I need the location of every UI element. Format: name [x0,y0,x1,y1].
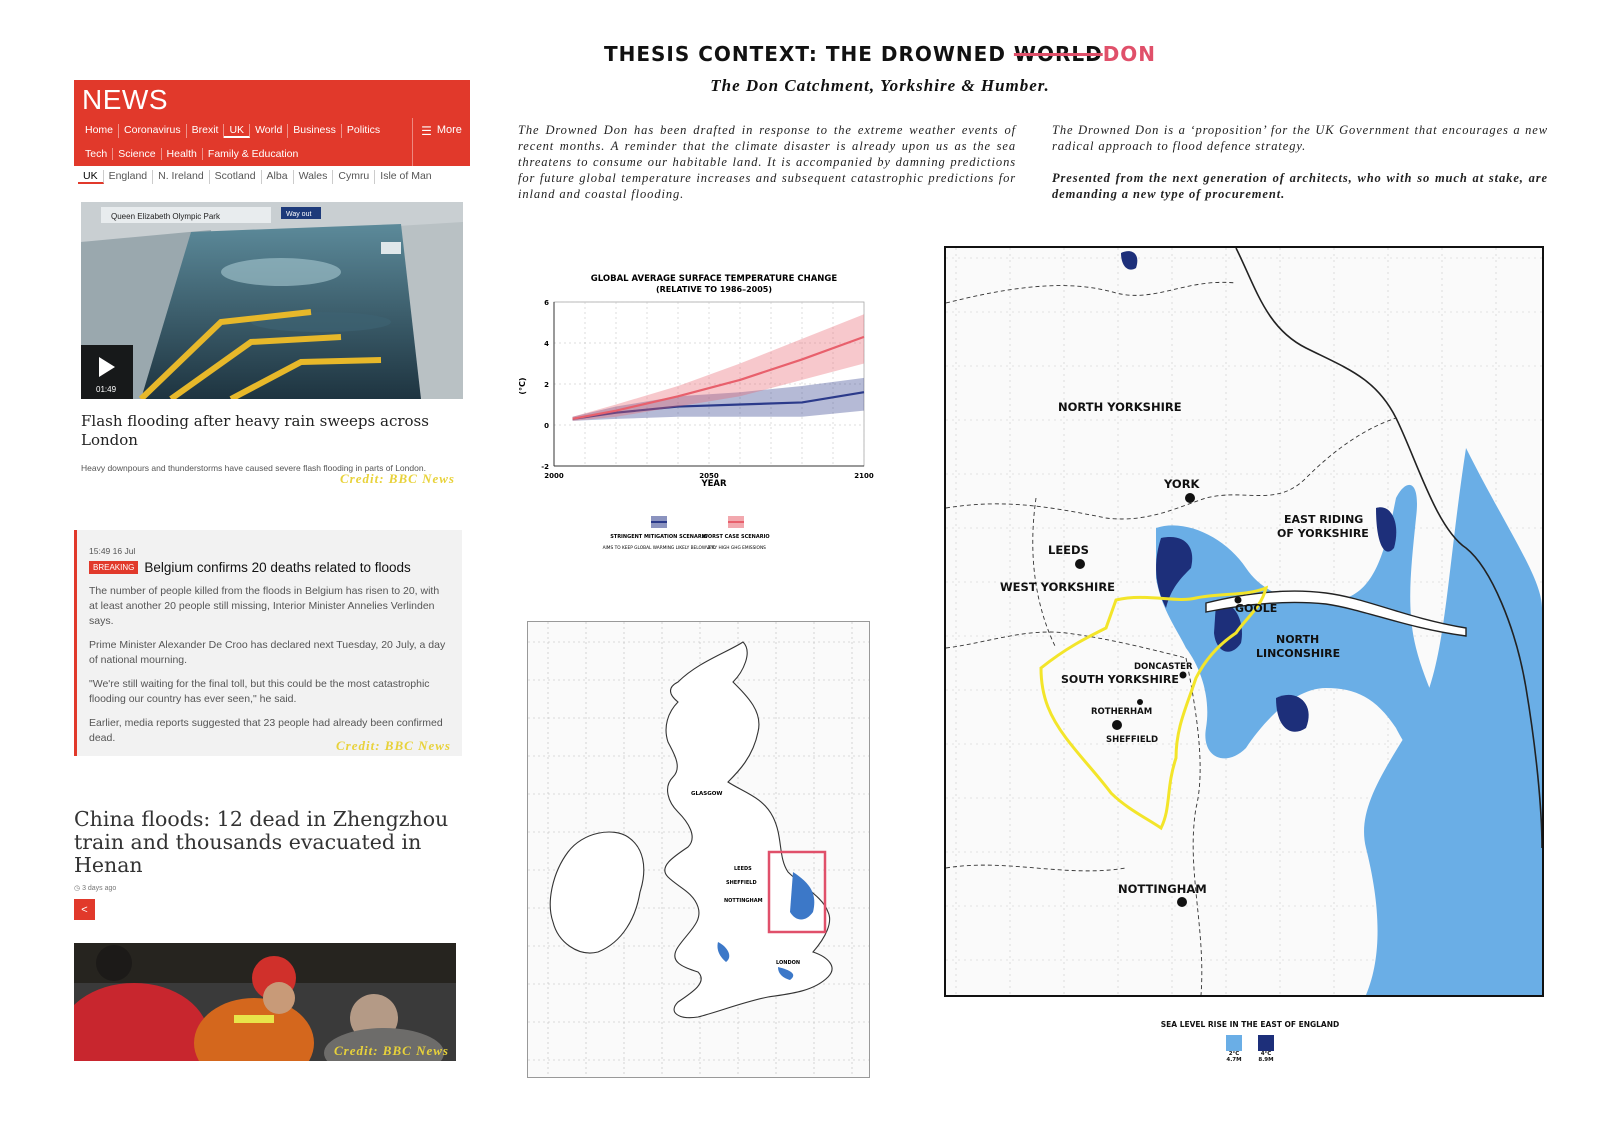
ireland-outline [550,832,644,953]
subnav-n-ireland[interactable]: N. Ireland [153,170,210,184]
label-2c: 2°C [1228,1051,1240,1057]
story-1-headline[interactable]: Flash flooding after heavy rain sweeps across London [81,412,429,449]
label-doncaster: DONCASTER [1134,662,1193,672]
menu-icon: ☰ [421,124,432,138]
east-coast-flood [790,872,814,920]
subnav-cymru[interactable]: Cymru [333,170,375,184]
credit-label-3: Credit: BBC News [334,1043,449,1058]
rotherham-dot [1137,699,1143,705]
label-sheffield: SHEFFIELD [726,880,757,886]
intro-left-paragraph: The Drowned Don has been drafted in response to the extreme weather events of recent months. A reminder that the climate disaster is already upon us as the sea threatens to consume our habitable land. It is accompanied by damning predictions for future global temperature increases and subsequent catastrophic predictions for inland and coastal flooding. [518,123,1016,201]
page-title [600,42,1160,66]
nav-item-science[interactable]: Science [113,148,161,160]
temperature-chart-svg [510,266,886,576]
subnav-alba[interactable]: Alba [262,170,294,184]
uk-map-svg [528,622,869,1077]
more-label: More [436,124,462,136]
station-sign-text: Queen Elizabeth Olympic Park [111,212,220,221]
york-dot [1185,493,1195,503]
live-paragraph-3: "We're still waiting for the final toll, but this could be the most catastrophic flooding our country has ever seen," he said. [89,678,430,705]
chart-y-tick-label: 0 [544,422,549,430]
title-struck-word: WORLD [1013,42,1103,66]
bbc-nav-row-1 [80,124,385,138]
bbc-news-logo[interactable]: NEWS [82,84,168,115]
nav-item-home[interactable]: Home [80,124,119,138]
story-2-headline[interactable]: China floods: 12 dead in Zhengzhou train and thousands evacuated in Henan [74,807,449,877]
legend-label-worst: WORST CASE SCENARIO [702,534,770,540]
label-4c: 4°C [1260,1051,1272,1057]
label-4c-sub: 8.9M [1258,1057,1274,1063]
great-britain-outline [665,642,832,1018]
don-catchment-map-svg [946,248,1542,995]
chart-xlabel: YEAR [701,479,727,489]
breaking-badge: BREAKING [89,561,138,574]
nav-item-uk[interactable]: UK [224,124,250,138]
legend-item-2c [1226,1035,1242,1063]
chart-x-tick-label: 2050 [699,472,719,480]
doncaster-dot [1180,672,1187,679]
intro-right-paragraph-1: The Drowned Don is a ‘proposition’ for the UK Government that encourages a new radical approach to flood defence strategy. [1052,123,1548,153]
credit-label-1: Credit: BBC News [340,471,455,486]
nav-item-business[interactable]: Business [288,124,342,138]
more-menu-button[interactable] [412,118,470,166]
label-nottingham: NOTTINGHAM [724,898,763,904]
chart-y-tick-label: 6 [544,299,549,307]
flood-video-player[interactable] [81,202,463,399]
swatch-4c [1258,1035,1274,1051]
swatch-2c [1226,1035,1242,1051]
chart-y-tick-label: 2 [544,381,549,389]
label-leeds: LEEDS [734,866,752,872]
label-glasgow: GLASGOW [691,791,723,797]
label-london: LONDON [776,960,801,966]
subnav-wales[interactable]: Wales [294,170,334,184]
play-icon [99,357,115,377]
chart-x-tick-label: 2000 [544,472,564,480]
temperature-chart [510,266,886,576]
sea-level-legend [1150,1020,1350,1063]
label-nottingham-main: NOTTINGHAM [1118,882,1207,896]
chart-x-tick-label: 2100 [854,472,874,480]
subnav-uk[interactable]: UK [78,170,104,184]
flooded-station-image [81,202,463,399]
nav-item-politics[interactable]: Politics [346,124,381,136]
subnav-england[interactable]: England [104,170,154,184]
nav-item-tech[interactable]: Tech [80,148,113,160]
label-rotherham: ROTHERHAM [1091,707,1153,717]
title-replacement: DON [1102,42,1157,66]
label-leeds-main: LEEDS [1048,543,1089,557]
share-icon: < [81,903,88,916]
uk-overview-map [527,621,870,1078]
subnav-scotland[interactable]: Scotland [210,170,262,184]
live-headline: Belgium confirms 20 deaths related to floods [144,560,411,575]
legend-note-worst: VERY HIGH GHG EMISSIONS [706,546,766,551]
bbc-news-panel [74,80,470,184]
legend-item-4c [1258,1035,1274,1063]
label-north-yorkshire: NORTH YORKSHIRE [1058,400,1182,414]
breaking-row [89,560,448,575]
flood-area-4c-tees [1121,251,1137,269]
live-update-card [74,530,462,756]
way-out-sign-text: Way out [286,211,312,218]
story-2-ago-text: 3 days ago [82,885,117,892]
live-paragraph-2: Prime Minister Alexander De Croo has declared next Tuesday, 20 July, a day of national mourning. [89,639,446,666]
legend-note-mitigation: AIMS TO KEEP GLOBAL WARMING LIKELY BELOW 2°C [602,546,716,551]
nav-item-family-education[interactable]: Family & Education [207,148,299,160]
intro-right-paragraph-2: Presented from the next generation of architects, who with so much at stake, are demanding a new type of procurement. [1052,171,1548,201]
bbc-header-bar [74,80,470,166]
leeds-dot [1075,559,1085,569]
title-prefix: THESIS CONTEXT: THE DROWNED [603,42,1014,66]
live-paragraph-4: Earlier, media reports suggested that 23 people had already been confirmed dead. [89,717,443,744]
chart-y-tick-label: 4 [544,340,549,348]
sea-legend-title: SEA LEVEL RISE IN THE EAST OF ENGLAND [1160,1020,1340,1029]
label-2c-sub: 4.7M [1226,1057,1242,1063]
flood-area-4c-3 [1276,695,1309,732]
label-south-yorkshire: SOUTH YORKSHIRE [1061,673,1179,686]
label-east-riding-1: EAST RIDING [1284,513,1364,526]
label-west-yorkshire: WEST YORKSHIRE [1000,580,1116,594]
subnav-isle-of-man[interactable]: Isle of Man [380,170,432,182]
sheffield-dot [1112,720,1122,730]
story-2-timestamp [74,884,116,892]
page-subtitle: The Don Catchment, Yorkshire & Humber. [710,76,1050,95]
chart-subtitle: (RELATIVE TO 1986–2005) [655,285,773,294]
label-sheffield-main: SHEFFIELD [1106,735,1159,745]
live-timestamp: 15:49 16 Jul [89,546,136,556]
label-york: YORK [1164,477,1200,491]
label-north-lincs-2: LINCONSHIRE [1256,647,1341,660]
chart-ylabel: (°C) [518,377,527,395]
nottingham-dot [1177,897,1187,907]
chart-y-tick-label: -2 [541,463,549,471]
bbc-nav-row-2 [80,148,303,160]
bbc-sub-nav [74,170,470,184]
label-north-lincs-1: NORTH [1276,633,1320,646]
share-button[interactable] [74,899,95,920]
clock-icon: ◷ [74,885,83,892]
credit-label-2: Credit: BBC News [336,738,451,753]
story-1-summary: Heavy downpours and thunderstorms have caused severe flash flooding in parts of London. [81,463,426,473]
chart-title: GLOBAL AVERAGE SURFACE TEMPERATURE CHANGE [590,274,838,284]
don-catchment-map [944,246,1544,997]
video-duration: 01:49 [96,385,117,394]
nav-item-brexit[interactable]: Brexit [187,124,225,138]
nav-item-world[interactable]: World [250,124,288,138]
nav-item-coronavirus[interactable]: Coronavirus [119,124,187,138]
play-overlay[interactable] [81,345,133,399]
label-east-riding-2: OF YORKSHIRE [1277,527,1369,540]
legend-label-mitigation: STRINGENT MITIGATION SCENARIO [610,534,708,540]
nav-item-health[interactable]: Health [162,148,203,160]
label-goole: GOOLE [1235,602,1278,615]
live-paragraph-1: The number of people killed from the floods in Belgium has risen to 20, with at least another 20 people still missing, Interior Minister Annelies Verlinden says. [89,585,440,627]
